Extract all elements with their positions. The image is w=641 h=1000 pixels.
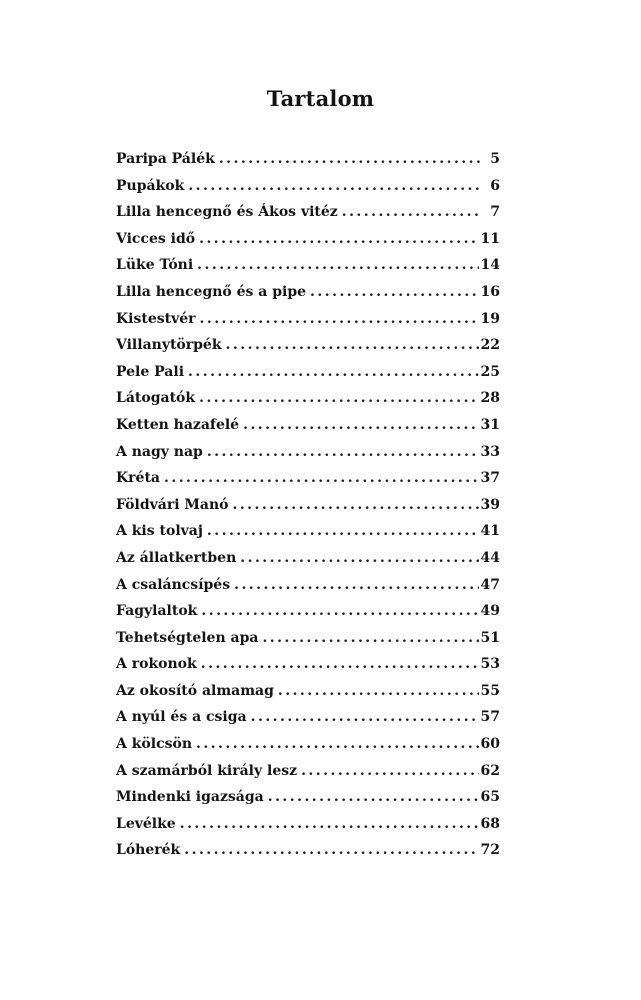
toc-entry [116,598,500,625]
toc-entry-page-number: 28 [480,390,500,407]
dot-leader [200,306,479,333]
toc-entry-title: Az okosító almamag [116,682,274,699]
toc-entry [116,784,500,811]
toc-entry [116,412,500,439]
dot-leader [240,545,478,572]
toc-entry-title: Vicces idő [116,230,196,247]
toc-entry-page-number: 68 [480,815,500,832]
toc-entry-page-number: 39 [480,496,500,513]
toc-entry [116,704,500,731]
toc-entry [116,226,500,253]
toc-entry-title: A szamárból király lesz [116,762,298,779]
dot-leader [199,385,478,412]
dot-leader [207,518,479,545]
dot-leader [188,359,478,386]
toc-entry-page-number: 7 [490,204,500,221]
toc-entry-title: Tehetségtelen apa [116,629,259,646]
toc-entry-title: Kréta [116,470,160,487]
dot-leader [201,651,479,678]
toc-entry-title: Lóherék [116,842,181,859]
dot-leader [180,811,479,838]
dot-leader [310,279,478,306]
toc-entry-title: Lüke Tóni [116,257,194,274]
dot-leader [207,439,479,466]
dot-leader [188,173,480,200]
dot-leader [268,784,479,811]
dot-leader [234,572,478,599]
toc-entry-page-number: 49 [480,603,500,620]
dot-leader [219,146,480,173]
toc-entry-page-number: 60 [480,736,500,753]
toc-entry-page-number: 47 [480,576,500,593]
toc-entry-page-number: 72 [480,842,500,859]
toc-entry [116,545,500,572]
toc-entry [116,199,500,226]
toc-entry [116,252,500,279]
toc-entry [116,173,500,200]
dot-leader [197,252,478,279]
page-title: Tartalom [266,86,375,112]
toc-entry [116,385,500,412]
table-of-contents [116,146,500,864]
toc-entry [116,758,500,785]
dot-leader [164,465,479,492]
toc-entry-title: Lilla hencegnő és Ákos vitéz [116,204,338,221]
toc-entry-page-number: 14 [480,257,500,274]
toc-entry-page-number: 55 [480,682,500,699]
toc-entry-title: A rokonok [116,656,197,673]
toc-entry [116,811,500,838]
toc-entry [116,731,500,758]
toc-entry-title: Lilla hencegnő és a pipe [116,283,307,300]
toc-entry-page-number: 31 [480,416,500,433]
toc-entry [116,279,500,306]
dot-leader [262,625,478,652]
toc-entry-title: A nyúl és a csiga [116,709,247,726]
toc-entry-title: Mindenki igazsága [116,789,264,806]
toc-entry [116,837,500,864]
dot-leader [251,704,479,731]
toc-entry [116,332,500,359]
dot-leader [196,731,479,758]
toc-entry-title: Pele Pali [116,363,185,380]
toc-entry-title: Kistestvér [116,310,196,327]
toc-entry-page-number: 51 [480,629,500,646]
toc-entry-page-number: 5 [490,151,500,167]
toc-entry-page-number: 6 [490,177,500,194]
dot-leader [232,492,478,519]
toc-entry-page-number: 57 [480,709,500,726]
toc-entry-page-number: 37 [480,470,500,487]
toc-entry-page-number: 41 [480,523,500,540]
toc-entry-title: Pupákok [116,177,185,194]
toc-entry-page-number: 16 [480,283,500,300]
toc-entry-title: A kölcsön [116,736,193,753]
toc-entry-page-number: 19 [480,310,500,327]
toc-entry-page-number: 11 [480,230,500,247]
toc-entry-page-number: 53 [480,656,500,673]
toc-entry [116,465,500,492]
dot-leader [301,758,478,785]
dot-leader [184,837,478,864]
dot-leader [342,199,480,226]
toc-entry [116,625,500,652]
dot-leader [199,226,478,253]
toc-entry [116,678,500,705]
toc-entry-page-number: 65 [480,789,500,806]
toc-entry [116,439,500,466]
toc-entry [116,306,500,333]
toc-entry-page-number: 22 [480,337,500,354]
toc-entry-title: A kis tolvaj [116,523,203,540]
dot-leader [278,678,479,705]
toc-entry [116,146,500,173]
toc-entry [116,651,500,678]
toc-entry-title: Ketten hazafelé [116,416,240,433]
toc-entry-page-number: 44 [480,549,500,566]
toc-entry-title: Paripa Pálék [116,151,215,167]
toc-entry [116,572,500,599]
toc-entry-page-number: 33 [480,443,500,460]
toc-entry-title: Látogatók [116,390,196,407]
toc-entry [116,518,500,545]
toc-entry-title: A csaláncsípés [116,576,231,593]
toc-entry-title: Villanytörpék [116,337,222,354]
toc-entry [116,359,500,386]
dot-leader [226,332,479,359]
toc-entry-page-number: 25 [480,363,500,380]
dot-leader [243,412,478,439]
dot-leader [201,598,478,625]
toc-entry-title: Levélke [116,815,176,832]
toc-entry-page-number: 62 [480,762,500,779]
toc-entry [116,492,500,519]
toc-entry-title: Földvári Manó [116,496,229,513]
toc-entry-title: Fagylaltok [116,603,198,620]
toc-entry-title: A nagy nap [116,443,203,460]
toc-entry-title: Az állatkertben [116,549,237,566]
